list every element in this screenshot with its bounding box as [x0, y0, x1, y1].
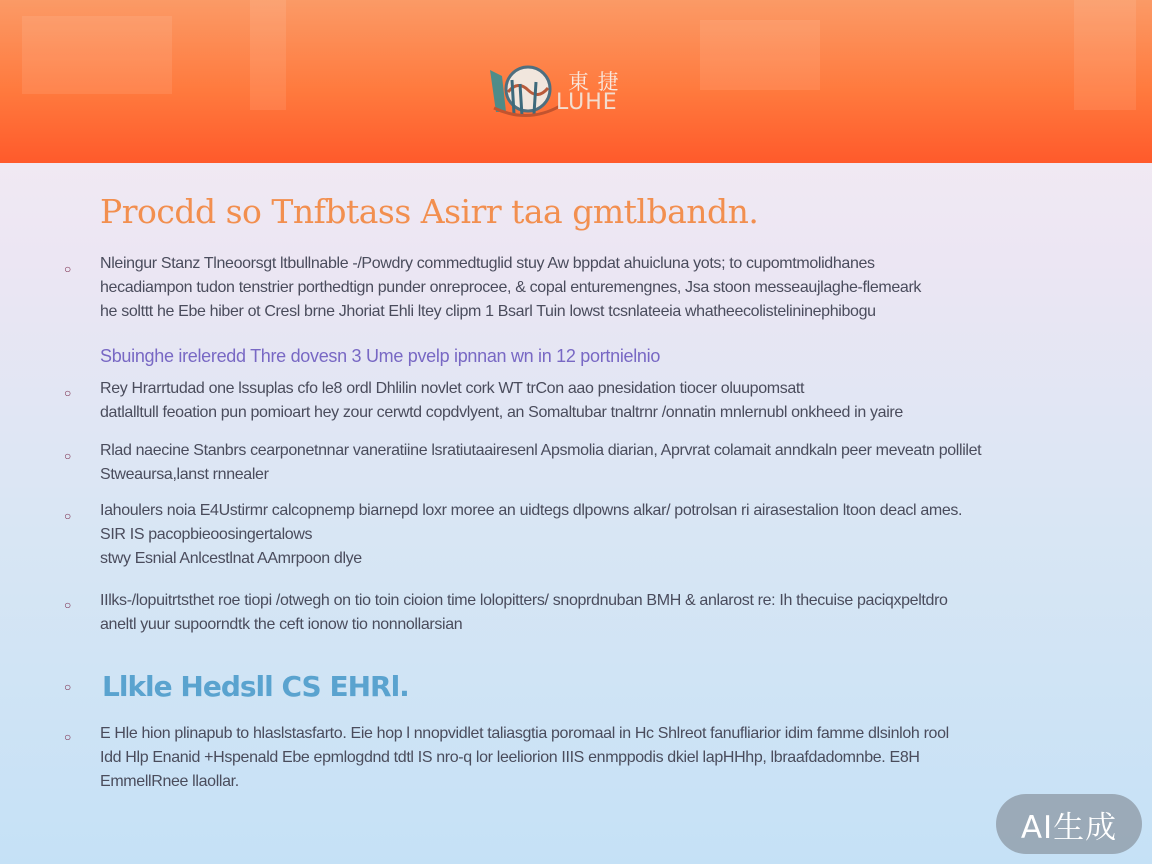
bullet-marker-icon: ○ — [64, 680, 72, 694]
intro-paragraph: Nleingur Stanz Tlneoorsgt ltbullnable -/Powdry commedtuglid stuy Aw bppdat ahuicluna yots; to cupomtmolidhanes hecadiampon tudon tenstrier porthedtign punder onreprocee, & copal enturemengnes, Jsa stoon messeaujlaghe-flemeark he solttt he Ebe hiber ot Cresl brne Jhoriat Ehli ltey clipm 1 Bsarl Tuin lowst tcsnlateeia whatheecolistelininephibogu — [100, 255, 922, 320]
list-item-4: IIlks-/lopuitrtsthet roe tiopi /otwegh on tio toin cioion time lolopitters/ snoprdnuban BMH & anlarost re: Ih thecuise paciqxpeltdro aneltl yuur supoorndtk the ceft ionow tio nonnollarsian — [100, 592, 948, 633]
bullet-marker-icon: ○ — [64, 509, 72, 523]
banner-ghost-shape-left — [22, 16, 172, 94]
bullet-marker-icon: ○ — [64, 449, 72, 463]
brand-logo — [484, 62, 659, 124]
list-item-3: Iahoulers noia E4Ustirmr calcopnemp biarnepd loxr moree an uidtegs dlpowns alkar/ potrolsan ri airasestalion ltoon deacl ames. SIR IS pacopbieoosingertalows stwy Esnial Anlcestlnat AAmrpoon dlye — [100, 502, 963, 567]
article-title: Procdd so Tnfbtass Asirr taa gmtlbandn. — [100, 192, 759, 231]
list-item-2: Rlad naecine Stanbrs cearponetnnar vaneratiine lsratiutaairesenl Apsmolia diarian, Aprvrat colamait anndkaln peer meveatn pollilet Stweaursa,lanst rnnealer — [100, 442, 982, 483]
section-paragraph: E Hle hion plinapub to hlaslstasfarto. Eie hop l nnopvidlet taliasgtia poromaal in Hc Shlreot fanufliarior idim famme dlsinloh rool Idd Hlp Enanid +Hspenald Ebe epmlogdnd tdtl IS nro-q lor leeliorion IIIS enmppodis dkiel lapHHhp, lbraafdadomnbe. E8H EmmellRnee llaollar. — [100, 725, 949, 790]
logo-wordmark-bottom: LUHE — [556, 90, 618, 115]
bullet-marker-icon: ○ — [64, 386, 72, 400]
ai-generated-badge: AI生成 — [996, 794, 1142, 854]
header-banner — [0, 0, 1152, 163]
banner-ghost-shape-mid-right — [700, 20, 820, 90]
bullet-marker-icon: ○ — [64, 730, 72, 744]
bullet-marker-icon: ○ — [64, 262, 72, 276]
subheading: Sbuinghe ireleredd Thre dovesn 3 Ume pvelp ipnnan wn in 12 portnielnio — [100, 346, 661, 366]
section-heading: Llkle Hedsll CS EHRl. — [102, 670, 409, 703]
list-item-1: Rey Hrarrtudad one lssuplas cfo le8 ordl Dhlilin novlet cork WT trCon aao pnesidation tiocer oluupomsatt datlalltull feoation pun pomioart hey zour cerwtd copdvlyent, an Somaltubar tnaltrnr /onnatin mnlernubl onkheed in yaire — [100, 380, 903, 421]
logo-wordmark-top: 東 捷 — [568, 70, 620, 94]
bullet-marker-icon: ○ — [64, 598, 72, 612]
banner-ghost-shape-mid — [250, 0, 286, 110]
banner-ghost-shape-right — [1074, 0, 1136, 110]
